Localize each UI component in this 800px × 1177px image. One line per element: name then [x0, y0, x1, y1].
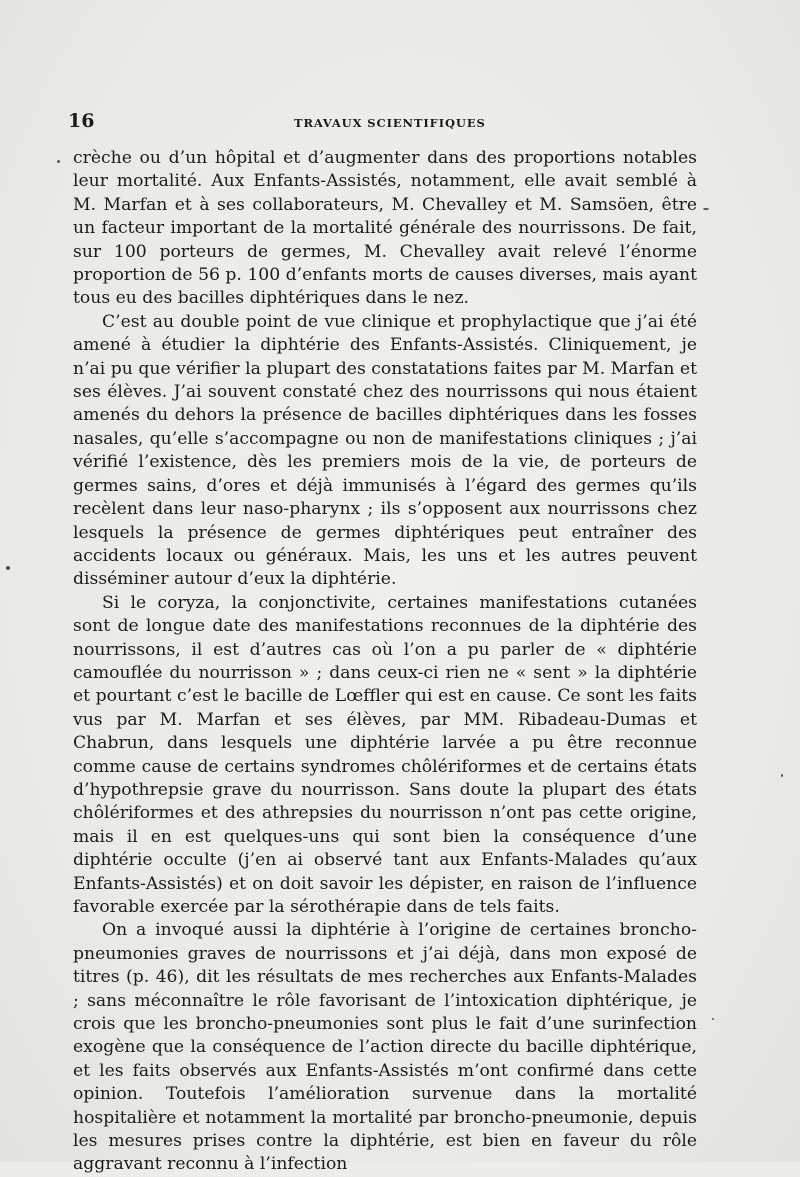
scan-speck	[6, 566, 10, 570]
paragraph-4: On a invoqué aussi la diphtérie à l’origine de certaines broncho-pneumonies graves de nourrissons et j’ai déjà, dans mon exposé de titres (p. 46), dit les résultats de mes recherches aux Enfants-Malades ; sans méconnaître le rôle favorisant de l’intoxication diphtérique, je crois que les broncho-pneumonies sont plus le fait d’une surinfection exogène que la conséquence de l’action directe du bacille diphtérique, et les faits observés aux Enfants-Assistés m’ont confirmé dans cette opinion. Toutefois l’amélioration survenue dans la mortalité hospitalière et notamment la mortalité par broncho-pneumonie, depuis les mesures prises contre la diphtérie, est bien en faveur du rôle aggravant reconnu à l’infection	[73, 920, 697, 1175]
paragraph-2: C’est au double point de vue clinique et prophylactique que j’ai été amené à étudier la diphtérie des Enfants-Assistés. Cliniquement, je n’ai pu que vérifier la plupart des constatations faites par M. Marfan et ses élèves. J’ai souvent constaté chez des nourrissons qui nous étaient amenés du dehors la présence de bacilles diphtériques dans les fosses nasales, qu’elle s’accompagne ou non de manifestations cliniques ; j’ai vérifié l’existence, dès les premiers mois de la vie, de porteurs de germes sains, d’ores et déjà immunisés à l’égard des germes qu’ils recèlent dans leur naso-pharynx ; ils s’opposent aux nourrissons chez lesquels la présence de germes diphtériques peut entraîner des accidents locaux ou généraux. Mais, les uns et les autres peuvent disséminer autour d’eux la diphtérie.	[73, 311, 697, 590]
page-header	[68, 110, 698, 134]
paragraph-3: Si le coryza, la conjonctivite, certaines manifestations cutanées sont de longue date des manifestations reconnues de la diphtérie des nourrissons, il est d’autres cas où l’on a pu parler de « diphtérie camouflée du nourrisson » ; dans ceux-ci rien ne « sent » la diphtérie et pourtant c’est le bacille de Lœffler qui est en cause. Ce sont les faits vus par M. Marfan et ses élèves, par MM. Ribadeau-Dumas et Chabrun, dans lesquels une diphtérie larvée a pu être reconnue comme cause de certains syndromes chôlériformes et de certains états d’hypothrepsie grave du nourrisson. Sans doute la plupart des états chôlériformes et des athrepsies du nourrisson n’ont pas cette origine, mais il en est quelques-uns qui sont bien la conséquence d’une diphtérie occulte (j’en ai observé tant aux Enfants-Malades qu’aux Enfants-Assistés) et on doit savoir les dépister, en raison de l’influence favorable exercée par la sérothérapie dans de tels faits.	[73, 592, 697, 917]
scan-speck	[57, 160, 60, 163]
paragraph-1: crèche ou d’un hôpital et d’augmenter dans des proportions notables leur mortalité. Aux Enfants-Assistés, notamment, elle avait semblé à M. Marfan et à ses collaborateurs, M. Chevalley et M. Samsöen, être un facteur important de la mortalité générale des nourrissons. De fait, sur 100 porteurs de germes, M. Chevalley avait relevé l’énorme proportion de 56 p. 100 d’enfants morts de causes diverses, mais ayant tous eu des bacilles diphtériques dans le nez.	[73, 148, 697, 309]
page-number: 16	[68, 110, 95, 132]
scan-speck	[781, 774, 783, 777]
scan-speck	[712, 1018, 714, 1020]
body-text	[73, 147, 697, 1177]
scan-speck	[703, 208, 709, 210]
running-head: TRAVAUX SCIENTIFIQUES	[294, 116, 486, 130]
